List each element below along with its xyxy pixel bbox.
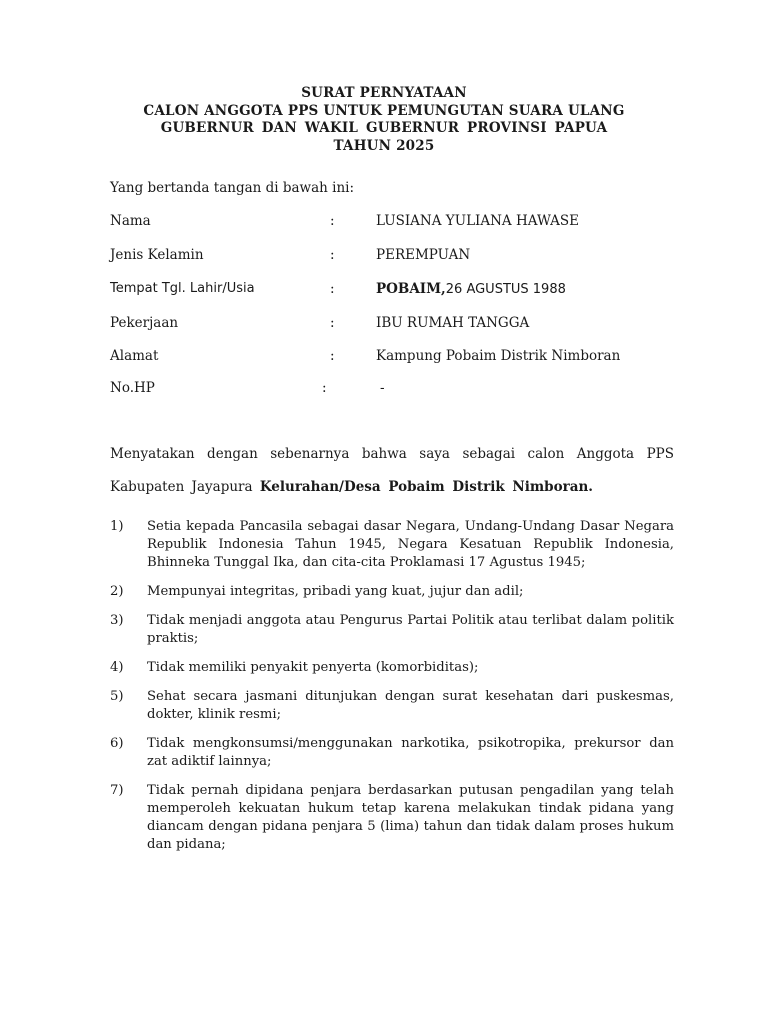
title-line-1: SURAT PERNYATAAN — [301, 85, 467, 101]
requirements-list — [110, 518, 674, 865]
field-label: Nama — [110, 213, 151, 229]
list-item-text: Tidak memiliki penyakit penyerta (komorbiditas); — [147, 660, 479, 675]
list-item-number: 2) — [110, 584, 124, 599]
list-item — [110, 518, 674, 572]
statement-regency: Kabupaten Jayapura — [110, 479, 253, 495]
field-colon: : — [322, 380, 327, 396]
field-label: Jenis Kelamin — [110, 247, 204, 263]
field-no-hp — [110, 380, 670, 400]
field-value: PEREMPUAN — [376, 247, 471, 263]
list-item-number: 6) — [110, 736, 124, 751]
field-value: IBU RUMAH TANGGA — [376, 315, 530, 331]
field-value: LUSIANA YULIANA HAWASE — [376, 213, 580, 229]
field-label: Alamat — [110, 348, 159, 364]
list-item-text: Mempunyai integritas, pribadi yang kuat, jujur dan adil; — [147, 584, 524, 599]
field-value-place: POBAIM, — [376, 281, 446, 297]
field-colon: : — [330, 247, 335, 263]
list-item-text: Tidak menjadi anggota atau Pengurus Partai Politik atau terlibat dalam politik praktis; — [147, 613, 674, 646]
field-colon: : — [330, 315, 335, 331]
list-item-text: Setia kepada Pancasila sebagai dasar Negara, Undang-Undang Dasar Negara Republik Indonesia Tahun 1945, Negara Kesatuan Republik Indonesia, Bhinneka Tunggal Ika, dan cita-cita Proklamasi 17 Agustus 1945; — [147, 519, 674, 570]
field-value: Kampung Pobaim Distrik Nimboran — [376, 348, 621, 364]
field-label: No.HP — [110, 380, 155, 396]
title-line-3: GUBERNUR DAN WAKIL GUBERNUR PROVINSI PAPUA — [160, 120, 608, 136]
list-item — [110, 612, 674, 648]
field-colon: : — [330, 281, 335, 297]
list-item — [110, 659, 674, 677]
field-pekerjaan — [110, 315, 670, 335]
list-item-number: 4) — [110, 660, 124, 675]
list-item-number: 1) — [110, 519, 124, 534]
field-nama — [110, 213, 670, 233]
title-line-4: TAHUN 2025 — [333, 137, 435, 154]
field-value-date: 26 AGUSTUS 1988 — [445, 282, 566, 297]
field-colon: : — [330, 213, 335, 229]
field-value — [376, 281, 566, 297]
list-item-text: Tidak mengkonsumsi/menggunakan narkotika, psikotropika, prekursor dan zat adiktif lainnya; — [147, 736, 674, 769]
document-title — [0, 85, 768, 155]
field-value: - — [380, 380, 385, 396]
field-jenis-kelamin — [110, 247, 670, 267]
field-tempat-tgl-lahir — [110, 281, 670, 301]
list-item — [110, 782, 674, 854]
statement-line-2 — [110, 479, 593, 495]
list-item — [110, 735, 674, 771]
title-line-2: CALON ANGGOTA PPS UNTUK PEMUNGUTAN SUARA ULANG — [143, 102, 625, 119]
field-label: Pekerjaan — [110, 315, 179, 331]
field-alamat — [110, 348, 670, 368]
intro-text: Yang bertanda tangan di bawah ini: — [110, 180, 355, 196]
list-item-number: 7) — [110, 783, 124, 798]
list-item — [110, 583, 674, 601]
list-item-text: Sehat secara jasmani ditunjukan dengan surat kesehatan dari puskesmas, dokter, klinik resmi; — [147, 689, 674, 722]
statement-village: Kelurahan/Desa Pobaim Distrik Nimboran. — [259, 479, 593, 495]
list-item-text: Tidak pernah dipidana penjara berdasarkan putusan pengadilan yang telah memperoleh kekuatan hukum tetap karena melakukan tindak pidana yang diancam dengan pidana penjara 5 (lima) tahun dan tidak dalam proses hukum dan pidana; — [147, 783, 674, 852]
field-label: Tempat Tgl. Lahir/Usia — [110, 281, 255, 296]
field-colon: : — [330, 348, 335, 364]
list-item-number: 3) — [110, 613, 124, 628]
list-item-number: 5) — [110, 689, 124, 704]
statement-line-1: Menyatakan dengan sebenarnya bahwa saya sebagai calon Anggota PPS — [110, 446, 674, 462]
list-item — [110, 688, 674, 724]
